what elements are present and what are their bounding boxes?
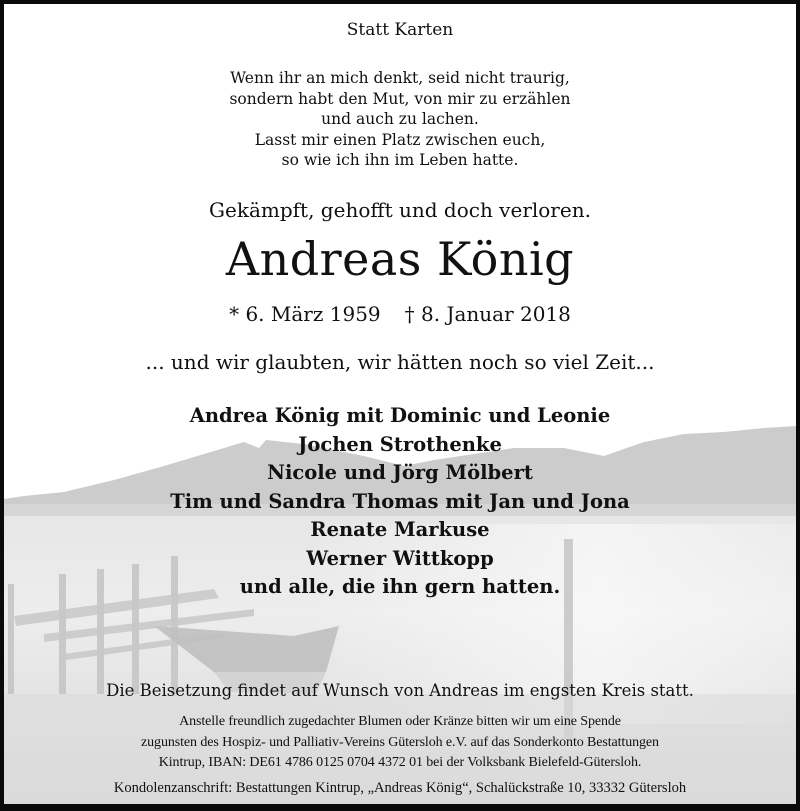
mourners-list bbox=[4, 402, 796, 602]
mourner-entry: Renate Markuse bbox=[310, 518, 490, 541]
notice-text bbox=[4, 4, 796, 804]
mourner-entry: Werner Wittkopp bbox=[306, 546, 494, 570]
obituary-notice bbox=[4, 4, 796, 804]
mourner-entry: Andrea König mit Dominic und Leonie bbox=[189, 404, 611, 427]
notice-header: Statt Karten bbox=[346, 20, 454, 40]
closing-quote: ... und wir glaubten, wir hätten noch so viel Zeit... bbox=[145, 350, 655, 374]
death-date: † 8. Januar 2018 bbox=[404, 302, 571, 326]
mourner-entry: Nicole und Jörg Mölbert bbox=[267, 461, 533, 484]
memorial-poem bbox=[4, 68, 796, 171]
donation-note bbox=[4, 712, 796, 774]
donation-line: zugunsten des Hospiz- und Palliativ-Vereins Gütersloh e.V. auf das Sonderkonto Bestattungen bbox=[141, 734, 659, 750]
mourner-entry: und alle, die ihn gern hatten. bbox=[239, 575, 561, 598]
poem-line: Wenn ihr an mich denkt, seid nicht traurig, bbox=[230, 69, 570, 87]
poem-line: so wie ich ihn im Leben hatte. bbox=[281, 151, 519, 169]
motto: Gekämpft, gehofft und doch verloren. bbox=[209, 198, 591, 222]
poem-line: sondern habt den Mut, von mir zu erzählen bbox=[229, 89, 571, 108]
poem-line: Lasst mir einen Platz zwischen euch, bbox=[254, 130, 546, 149]
deceased-name: Andreas König bbox=[225, 232, 575, 286]
poem-line: und auch zu lachen. bbox=[321, 110, 479, 128]
donation-line: Anstelle freundlich zugedachter Blumen oder Kränze bitten wir um eine Spende bbox=[179, 714, 621, 729]
life-dates bbox=[4, 302, 796, 326]
donation-line: Kintrup, IBAN: DE61 4786 0125 0704 4372 01 bei der Volksbank Bielefeld-Gütersloh. bbox=[158, 755, 642, 770]
mourner-entry: Jochen Strothenke bbox=[298, 432, 502, 456]
condolence-address: Kondolenzanschrift: Bestattungen Kintrup, „Andreas König“, Schalückstraße 10, 33332 Gütersloh bbox=[113, 780, 687, 796]
mourner-entry: Tim und Sandra Thomas mit Jan und Jona bbox=[170, 489, 630, 513]
burial-note: Die Beisetzung findet auf Wunsch von Andreas im engsten Kreis statt. bbox=[106, 681, 694, 700]
birth-date: * 6. März 1959 bbox=[229, 302, 381, 326]
